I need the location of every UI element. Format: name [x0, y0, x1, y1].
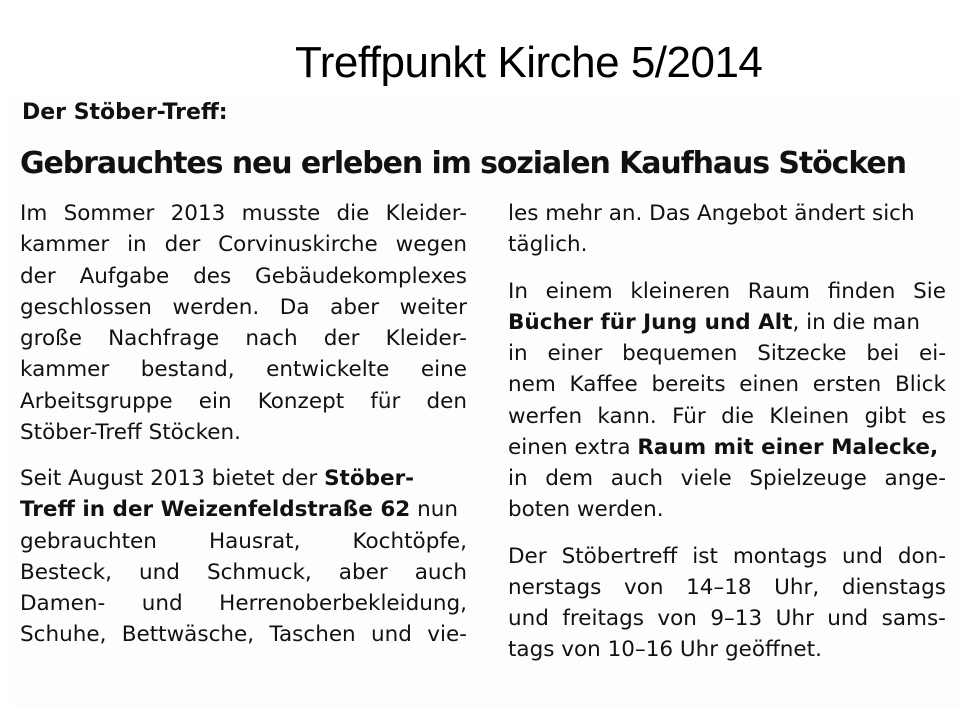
text-line: in dem auch viele Spielzeuge ange-	[508, 466, 946, 491]
bold-text: Raum mit einer Malecke,	[637, 434, 939, 460]
text-line: einen extra Raum mit einer Malecke,	[508, 434, 939, 460]
text-line: nem Kaffee bereits einen ersten Blick	[508, 372, 946, 398]
text-line: Besteck, und Schmuck, aber auch	[20, 559, 467, 585]
text-line: boten werden.	[508, 497, 664, 523]
text-line: nerstags von 14–18 Uhr, dienstags	[508, 574, 946, 600]
text-line: Der Stöbertreff ist montags und don-	[508, 543, 946, 569]
article-headline: Gebrauchtes neu erleben im sozialen Kaufhaus Stöcken	[20, 146, 906, 181]
text-line: kammer in der Corvinuskirche wegen	[20, 232, 467, 258]
bold-text: Stöber-	[324, 466, 415, 491]
text-line: Seit August 2013 bietet der Stöber-	[20, 466, 415, 491]
article-column-left	[20, 198, 467, 651]
text-line: Bücher für Jung und Alt, in die man	[508, 309, 920, 335]
page-header-title: Treffpunkt Kirche 5/2014	[295, 38, 763, 87]
bold-text: Treff in der Weizenfeldstraße 62	[20, 497, 411, 523]
text-line: Arbeitsgruppe ein Konzept für den	[20, 388, 467, 414]
text-line: les mehr an. Das Angebot ändert sich	[508, 201, 915, 226]
text-line: Schuhe, Bettwäsche, Taschen und vie-	[20, 622, 467, 648]
text-line: in einer bequemen Sitzecke bei ei-	[508, 341, 946, 366]
text-line: Damen- und Herrenoberbekleidung,	[20, 591, 467, 616]
text-line: der Aufgabe des Gebäudekomplexes	[20, 263, 467, 289]
bold-text: Bücher für Jung und Alt	[508, 309, 793, 335]
text-line: geschlossen werden. Da aber weiter	[20, 294, 467, 320]
text-line: gebrauchten Hausrat, Kochtöpfe,	[20, 528, 467, 554]
text-line: werfen kann. Für die Kleinen gibt es	[508, 403, 946, 429]
text-line: kammer bestand, entwickelte eine	[20, 357, 467, 383]
text-line: Im Sommer 2013 musste die Kleider-	[20, 201, 467, 226]
text-line: tags von 10–16 Uhr geöffnet.	[508, 637, 822, 663]
article-column-right	[508, 198, 946, 666]
text-line: und freitags von 9–13 Uhr und sams-	[508, 606, 946, 631]
article-kicker: Der Stöber-Treff:	[22, 100, 228, 125]
text-line: täglich.	[508, 232, 588, 258]
text-line: Stöber-Treff Stöcken.	[20, 419, 241, 445]
text-line: große Nachfrage nach der Kleider-	[20, 326, 467, 351]
text-line: Treff in der Weizenfeldstraße 62 nun	[20, 497, 458, 523]
text-line: In einem kleineren Raum finden Sie	[508, 278, 946, 304]
